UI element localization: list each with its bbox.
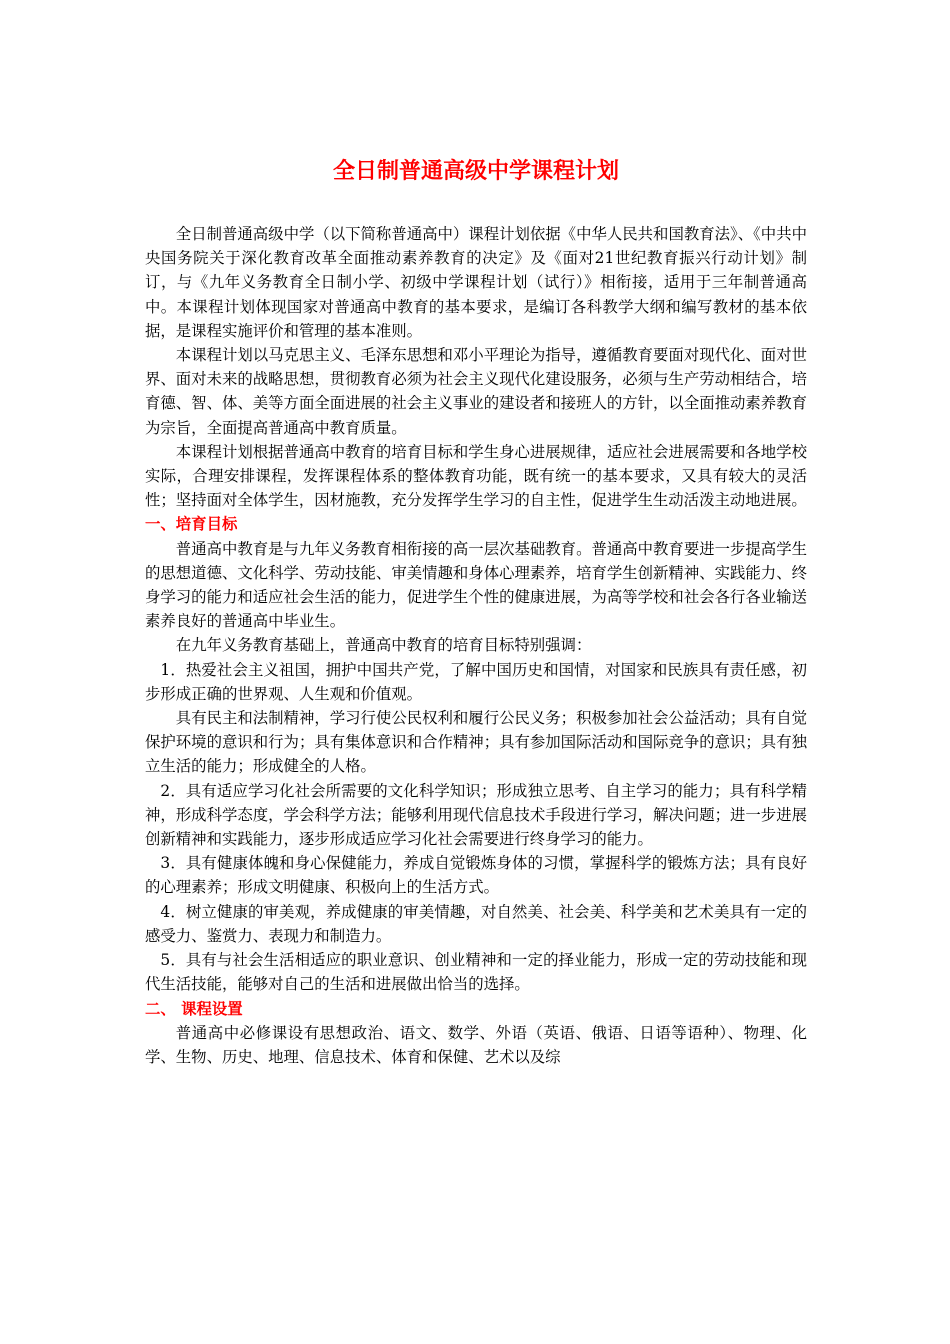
section-heading: 二、 课程设置	[145, 999, 243, 1018]
document-body	[145, 222, 807, 1069]
paragraph: 本课程计划以马克思主义、毛泽东思想和邓小平理论为指导，遵循教育要面对现代化、面对世界、面对未来的战略思想，贯彻教育必须为社会主义现代化建设服务，必须与生产劳动相结合，培育德、智、体、美等方面全面进展的社会主义事业的建设者和接班人的方针，以全面推动素养教育为宗旨，全面提高普通高中教育质量。	[145, 346, 807, 437]
numbered-paragraph: 3．具有健康体魄和身心保健能力，养成自觉锻炼身体的习惯，掌握科学的锻炼方法；具有良好的心理素养；形成文明健康、积极向上的生活方式。	[145, 854, 807, 897]
paragraph: 在九年义务教育基础上，普通高中教育的培育目标特别强调：	[175, 636, 592, 655]
numbered-paragraph: 4．树立健康的审美观，养成健康的审美情趣，对自然美、社会美、科学美和艺术美具有一定的感受力、鉴赏力、表现力和制造力。	[145, 902, 807, 945]
paragraph: 普通高中教育是与九年义务教育相衔接的高一层次基础教育。普通高中教育要进一步提高学生的思想道德、文化科学、劳动技能、审美情趣和身体心理素养，培育学生创新精神、实践能力、终身学习的能力和适应社会生活的能力，促进学生个性的健康进展，为高等学校和社会各行各业输送素养良好的普通高中毕业生。	[145, 539, 807, 631]
paragraph: 普通高中必修课设有思想政治、语文、数学、外语（英语、俄语、日语等语种）、物理、化学、生物、历史、地理、信息技术、体育和保健、艺术以及综	[145, 1023, 807, 1066]
section-heading: 一、培育目标	[145, 515, 238, 534]
paragraph: 全日制普通高级中学（以下简称普通高中）课程计划依据《中华人民共和国教育法》、《中共中央国务院关于深化教育改革全面推动素养教育的决定》及《面对21世纪教育振兴行动计划》制订，与《九年义务教育全日制小学、初级中学课程计划（试行）》相衔接，适用于三年制普通高中。本课程计划体现国家对普通高中教育的基本要求，是编订各科教学大纲和编写教材的基本依据，是课程实施评价和管理的基本准则。	[145, 225, 807, 340]
paragraph: 具有民主和法制精神，学习行使公民权利和履行公民义务；积极参加社会公益活动；具有自觉保护环境的意识和行为；具有集体意识和合作精神；具有参加国际活动和国际竞争的意识；具有独立生活的能力；形成健全的人格。	[145, 709, 807, 776]
numbered-paragraph: 1．热爱社会主义祖国，拥护中国共产党，了解中国历史和国情，对国家和民族具有责任感，初步形成正确的世界观、人生观和价值观。	[145, 660, 807, 703]
document-title: 全日制普通高级中学课程计划	[332, 159, 619, 184]
paragraph: 本课程计划根据普通高中教育的培育目标和学生身心进展规律，适应社会进展需要和各地学校实际，合理安排课程，发挥课程体系的整体教育功能，既有统一的基本要求，又具有较大的灵活性；坚持面对全体学生，因材施教，充分发挥学生学习的自主性，促进学生生动活泼主动地进展。	[145, 442, 807, 510]
numbered-paragraph: 5．具有与社会生活相适应的职业意识、创业精神和一定的择业能力，形成一定的劳动技能和现代生活技能，能够对自己的生活和进展做出恰当的选择。	[145, 951, 807, 994]
numbered-paragraph: 2．具有适应学习化社会所需要的文化科学知识；形成独立思考、自主学习的能力；具有科学精神，形成科学态度，学会科学方法；能够利用现代信息技术手段进行学习，解决问题；进一步进展创新精神和实践能力，逐步形成适应学习化社会需要进行终身学习的能力。	[145, 781, 807, 849]
